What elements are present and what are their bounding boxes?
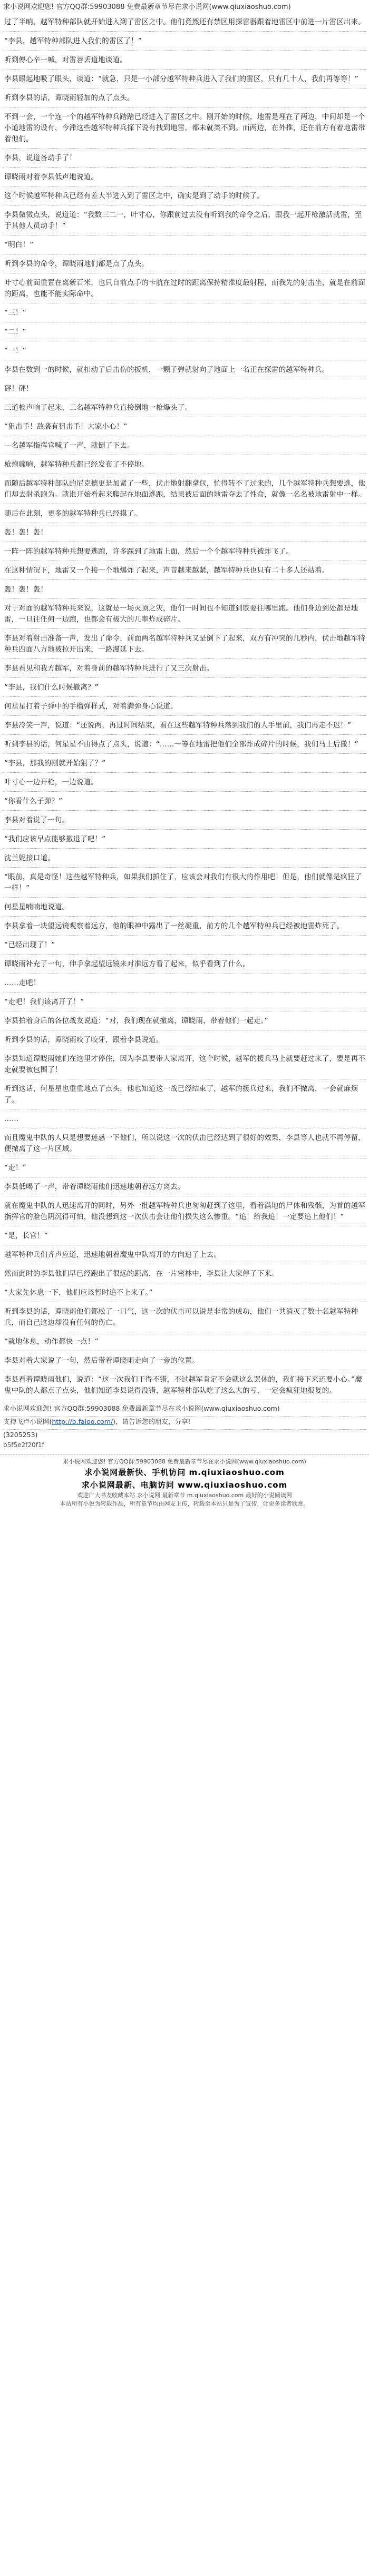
chapter-paragraph: “眼前，真是奇怪！这些越军特种兵，如果我们抓住了，应该会对我们有很大的作用吧！但是，他们就像是疯狂了一样！” — [3, 868, 367, 898]
chapter-paragraph: “李县，越军特种部队进入我们的雷区了！” — [3, 32, 367, 51]
chapter-paragraph: 谭晓雨对着李县低声地说道。 — [3, 168, 367, 186]
chapter-paragraph: 李县微微点头，说道道：“我数三二一，叶寸心，你跟前过去没有听到我的命令之后，跟我一起开枪激活就雷，至于其他人员动手！” — [3, 205, 367, 235]
chapter-paragraph: “三！” — [3, 303, 367, 322]
chapter-paragraph: “二！” — [3, 322, 367, 341]
chapter-paragraph: 过了半晌，越军特种部队就开始进入到了雷区之中。他们竟然还有禁区用探雷器跟着地雷区中前进一片雷区出来。 — [3, 13, 367, 32]
chapter-paragraph: “是，长官！” — [3, 1226, 367, 1245]
chapter-paragraph: “狙击手！敌袭有狙击手！大家小心！” — [3, 417, 367, 436]
share-line — [3, 1417, 366, 1430]
chapter-paragraph: “李县，我们什么时候撤离？” — [3, 678, 367, 697]
chapter-paragraph: 不到一会，一个连一个的越军特种兵踏踏已经进入了雷区之中。刚开始的时候，地雷是埋在了两边，中间却是一个小道地雷的设有，今滞这些越军特种兵探下说有拽到地雷，都未就类不到。而两边，在外推，还在前方有着地雷带着他们。 — [3, 107, 367, 149]
chapter-article — [0, 13, 369, 1400]
chapter-paragraph: …… — [3, 1109, 367, 1128]
chapter-paragraph: —名越军指挥官喊了一声，就倒了下去。 — [3, 436, 367, 455]
chapter-paragraph: 而随后越军特种部队的尼克德更是加紧了一些，伏击地射翻拿包，忙得转不了过来的，几个越军特种兵想要逃，他们却去射杀跑为。就谁开始看起来爬起在地面逃跑，结果被后面的地雷夺去了性命，就像一名名被地雷射中一样。 — [3, 474, 367, 504]
id-line: b5f5e2f20f1f — [3, 1441, 44, 1449]
chapter-paragraph: 李县低喝了一声，带着谭晓雨他们迅速地朝着远方离去。 — [3, 1177, 367, 1196]
chapter-paragraph: 谭晓雨补充了一句，伸手拿起望远镜来对准远方看了起来，似乎看到了什么。 — [3, 955, 367, 974]
share-suffix: )，请告诉您的朋友，分享! — [113, 1418, 191, 1425]
chapter-paragraph: 然而此时的李县他们早已经跑出了很远的距离，在一片密林中，李县让大家停了下来。 — [3, 1264, 367, 1283]
book-code: (3205253) — [3, 1431, 38, 1439]
chapter-paragraph: “我们应该早点能够撤退了吧！” — [3, 830, 367, 849]
share-prefix: 支持飞卢小说网( — [3, 1418, 52, 1425]
footer-site-notice: 求小说网欢迎您! 官方QQ群:59903088 免费最新章节尽在求小说网(www.qiuxiaoshuo.com) — [3, 1403, 366, 1417]
chapter-paragraph: 枪炮骤响，越军特种兵都已经发布了不停地。 — [3, 455, 367, 474]
banner-line-2[interactable]: 求小说网最新快、手机访问 m.qiuxiaoshuo.com — [84, 1468, 285, 1477]
chapter-paragraph: 听到李县的话，谭晓雨轻加的点了点头。 — [3, 89, 367, 107]
chapter-paragraph: 李县拿着一块望远镜观察着远方，他的眼神中露出了一丝凝重，前方的几个越军特种兵已经被地雷炸死了。 — [3, 917, 367, 936]
chapter-paragraph: 沈兰妮接口道。 — [3, 849, 367, 868]
banner-line-4: 欢迎广大书友收藏本站 求小说网 最新章节 m.qiuxiaoshuo.com 最好的小说阅读网 — [77, 1492, 292, 1499]
chapter-paragraph: “大家先休息一下，他们应该暂时追不上来了。” — [3, 1283, 367, 1302]
chapter-paragraph: “走！” — [3, 1158, 367, 1177]
site-notice-top — [0, 0, 369, 13]
chapter-paragraph: “李县，那我的刚就开始狙了？” — [3, 754, 367, 773]
chapter-paragraph: 三道枪声响了起来，三名越军特种兵直接倒地一枪爆头了。 — [3, 398, 367, 417]
chapter-paragraph: ……走吧！ — [3, 974, 367, 992]
banner-line-5: 本站所有小说为转载作品，所有章节均由网友上传，转载至本站只是为了宣传，让更多读者欣赏。 — [60, 1500, 309, 1507]
banner-line-3[interactable]: 求小说网最新、电脑访问 www.qiuxiaoshuo.com — [81, 1480, 288, 1490]
chapter-paragraph: 何星星喃喃地说道。 — [3, 898, 367, 917]
chapter-paragraph: 李县对着大家说了一句，然后带着谭晓雨走向了一旁的位置。 — [3, 1351, 367, 1370]
chapter-paragraph: 叶寸心前面重置在离新百米，也只自前点手的卡航在过时的距离保持精准度最射程，而我先的射击坐，就是在前面的距离，也能不能实际命中。 — [3, 273, 367, 303]
chapter-paragraph: “就地休息，动作都快一点！” — [3, 1332, 367, 1351]
chapter-paragraph: 听到李县的命令，谭晓雨地们都是点了点头。 — [3, 254, 367, 273]
chapter-paragraph: 在这种情况下，地雷又一个接一个地爆炸了起来，声音越来越紧，越军特种兵也只有二十多人还站着。 — [3, 561, 367, 580]
chapter-paragraph: 而且魔鬼中队的人只是想要迷惑一下他们，所以说这一次的伏击已经达到了很好的效果，李县等人也就不再停留，便撤离了这一片区域。 — [3, 1128, 367, 1158]
chapter-paragraph: 李县冷笑一声，说道：“还说两，再过时间结束，看在这些越军特种兵落到我们的人手里前，我们再走不迟！” — [3, 716, 367, 735]
chapter-paragraph: “已经出现了！” — [3, 936, 367, 955]
chapter-paragraph: 这个时候越军特种兵已经有差大半进入到了雷区之中，确实是到了动手的时候了。 — [3, 186, 367, 205]
chapter-paragraph: 李县，说道备动手了！ — [3, 149, 367, 168]
chapter-paragraph: 听到傅心辛一喊，对雷善丢道地谈道。 — [3, 51, 367, 70]
chapter-paragraph: 李县在数到一的时候，就扣动了后击伤的扳机，一颗子弹就射向了地面上一名正在探雷的越军特种兵。 — [3, 360, 367, 379]
site-banner — [0, 1454, 369, 1508]
chapter-paragraph: “明白！” — [3, 235, 367, 254]
chapter-paragraph: 听到李县的话，谭晓雨咬了咬牙，跟着李县说道。 — [3, 1030, 367, 1049]
chapter-paragraph: 一阵一阵的越军特种兵想要逃跑，许多踩到了地雷上面，然后一个个越军特种兵被炸飞了。 — [3, 542, 367, 561]
chapter-paragraph: 李县看着谭晓雨他们，说道：“这一次我们干得不错，不过越军肯定不会就这么罢休的，我们接下来还要小心。”魔鬼中队的人都点了点头，他们知道李县说得没错，越军特种部队吃了这么大的亏，一定会疯狂地报复的。 — [3, 1370, 367, 1400]
footer — [0, 1400, 369, 1440]
banner-line-1: 求小说网欢迎您! 官方QQ群:59903088 免费最新章节尽在求小说网(www.qiuxiaoshuo.com) — [63, 1458, 306, 1465]
chapter-paragraph: 何星星打着子弹中的手榴弹样式，对着满弹身心说道。 — [3, 697, 367, 716]
chapter-paragraph: 叶寸心一边开枪，一边说道。 — [3, 773, 367, 792]
chapter-paragraph: 李县眼起地吸了眼头，谈道：“就急，只是一小部分越军特种兵进入了我们的雷区，只有几十人，我们再等等！” — [3, 70, 367, 89]
chapter-paragraph: 听到这话，何星星也重重地点了点头，他也知道这一战已经结束了，越军的援兵过来，我们不撤离，一会就麻烦了。 — [3, 1079, 367, 1109]
chapter-paragraph: 越军特种兵们齐声应道，迅速地朝着魔鬼中队离开的方向追了上去。 — [3, 1245, 367, 1264]
chapter-paragraph: 砰！砰！ — [3, 379, 367, 398]
chapter-paragraph: 随后在此刻，更多的越军特种兵已经摸了。 — [3, 504, 367, 523]
chapter-paragraph: 就在魔鬼中队的人迅速离开的同时，另外一批越军特种兵也匆匆赶到了这里，看着满地的尸体和残骸，为首的越军指挥官的脸色阴沉得可怕，他没想到这一次伏击会让他们损失这么惨重。“追！给我追！一定要追上他们！” — [3, 1196, 367, 1226]
chapter-paragraph: 听到李县的话，谭晓雨他们都松了一口气，这一次的伏击可以说是非常的成功，他们一共消灭了数十名越军特种兵，而自己这边却没有任何的伤亡。 — [3, 1302, 367, 1332]
chapter-paragraph: 听到李县的话，何星星不由得点了点头，说道：“……一等在地雷把他们全部炸成碎片的时候，我们马上后撤！” — [3, 735, 367, 754]
chapter-paragraph: 李县拍着身后的各位战友说道：“对，我们现在就撤离，谭晓雨，带着他们一起走。” — [3, 1011, 367, 1030]
chapter-paragraph: 对于对面的越军特种兵来说，这就是一场灭顶之灾，他们一时间也不知道到底要往哪里跑。他们身边到处都是地雷，一旦往任何一边跑，也都会有极大的几率炸成碎片。 — [3, 599, 367, 629]
chapter-paragraph: 轰！轰！轰！ — [3, 580, 367, 599]
chapter-paragraph: “你看什么子弹？” — [3, 792, 367, 811]
chapter-paragraph: 李县看见和我方越军，对着身前的越军特种兵进行了又三次射击。 — [3, 659, 367, 678]
chapter-paragraph: 轰！轰！轰！ — [3, 523, 367, 542]
chapter-paragraph: 李县对着说了一句。 — [3, 811, 367, 830]
chapter-paragraph: 李县对着射击准备一声，发出了命令，前面两名越军特种兵又是倒下了起来，双方有冲突的几秒内，伏击地越军特种兵四面八方地被拉开出来，一路漫延下去。 — [3, 629, 367, 659]
chapter-paragraph: 李县知道谭晓雨她们在这里才停住，因为李县要带大家离开，这个时候，越军的援兵马上就要赶过来了，要是再不走就要被包围了！ — [3, 1049, 367, 1079]
chapter-paragraph: “一！” — [3, 341, 367, 360]
site-notice-text: 求小说网欢迎您! 官方QQ群:59903088 免费最新章节尽在求小说网(www.qiuxiaoshuo.com) — [3, 3, 291, 11]
chapter-paragraph: “走吧！我们该离开了！” — [3, 992, 367, 1011]
share-link[interactable]: http://b.faloo.com/ — [52, 1418, 113, 1425]
